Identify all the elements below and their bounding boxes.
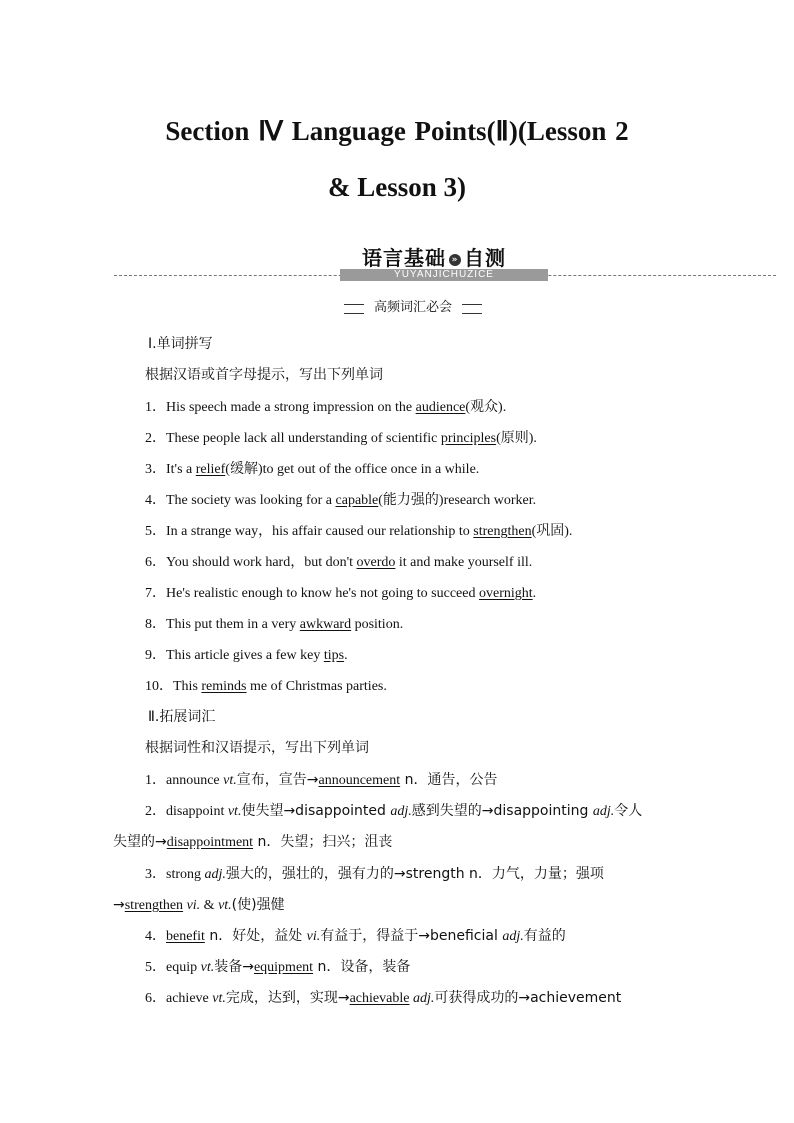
answer: strengthen (124, 898, 184, 913)
title-line-1: Section Ⅳ Language Points(Ⅱ)(Lesson 2 (165, 116, 629, 146)
item-number: 6． (145, 991, 166, 1006)
section2-instruction: 根据词性和汉语提示，写出下列单词 (145, 740, 369, 756)
section2-heading: Ⅱ.拓展词汇 (148, 709, 216, 725)
word: strong (166, 867, 205, 882)
subheading-right-bar (462, 304, 482, 314)
gloss: 可获得成功的→achievement (434, 990, 622, 1006)
section2-item-3-cont (113, 894, 285, 914)
item-number: 8． (145, 617, 166, 632)
section1-item (145, 427, 537, 447)
pos: vt. (218, 898, 232, 913)
pos: adj. (390, 804, 412, 819)
answer: principles (440, 431, 497, 446)
sentence-text: position. (351, 617, 404, 632)
gloss: 有益于，得益于→beneficial (320, 928, 503, 944)
answer: disappointment (166, 835, 254, 850)
gloss: 有益的 (523, 928, 566, 944)
section2-item-2 (145, 800, 642, 820)
sentence-text: . (532, 586, 537, 601)
banner-title-right: 自测 (464, 246, 506, 270)
section1-item (145, 489, 536, 509)
pos: vi. (183, 898, 201, 913)
sentence-text: In a strange way，his affair caused our relationship to (166, 524, 474, 539)
answer: achievable (349, 991, 410, 1006)
section1-item (145, 613, 403, 633)
answer: relief (195, 462, 226, 477)
item-number: 2． (145, 804, 166, 819)
gloss: (使)强健 (231, 897, 285, 913)
pos: vt. (223, 773, 237, 788)
answer: reminds (201, 679, 247, 694)
item-number: 6． (145, 555, 166, 570)
answer: capable (335, 493, 379, 508)
sentence-text: This put them in a very (166, 617, 300, 632)
section2-item-3 (145, 863, 604, 883)
answer: equipment (253, 960, 314, 975)
title-line-2: & Lesson 3) (327, 172, 466, 202)
item-number: 3． (145, 462, 166, 477)
banner-title-left: 语言基础 (362, 246, 446, 270)
double-arrow-icon: » (449, 254, 461, 266)
item-number: 10． (145, 679, 173, 694)
item-number: 2． (145, 431, 166, 446)
pos: adj. (592, 804, 615, 819)
arrow: → (113, 897, 125, 913)
item-number: 1． (145, 400, 166, 415)
subheading-text: 高频词汇必会 (373, 300, 452, 315)
sentence-text: His speech made a strong impression on the (166, 400, 416, 415)
sentence-text: This article gives a few key (166, 648, 324, 663)
answer: awkward (299, 617, 352, 632)
answer: tips (323, 648, 345, 663)
answer: overnight (478, 586, 533, 601)
answer: announcement (318, 773, 401, 788)
gloss: 使失望→disappointed (241, 803, 391, 819)
answer: audience (415, 400, 466, 415)
subheading-left-bar (344, 304, 364, 314)
sentence-text: He's realistic enough to know he's not going to succeed (166, 586, 479, 601)
pos: vt. (212, 991, 226, 1006)
sentence-text: me of Christmas parties. (246, 679, 387, 694)
answer: benefit (166, 929, 205, 944)
gloss: n．力气，力量；强项 (469, 866, 604, 882)
sentence-text: These people lack all understanding of scientific (166, 431, 441, 446)
banner-subtitle: YUYANJICHUZICE (340, 269, 548, 281)
sentence-text: (巩固). (531, 524, 573, 539)
gloss: n．设备，装备 (313, 959, 411, 975)
gloss: 宣布，宣告→ (236, 772, 319, 788)
pos: adj. (204, 867, 226, 882)
gloss: n．失望；扫兴；沮丧 (253, 834, 393, 850)
item-number: 9． (145, 648, 166, 663)
item-number: 1． (145, 773, 166, 788)
gloss: 感到失望的→disappointing (411, 803, 593, 819)
section2-item-4 (145, 925, 566, 945)
section2-item-2-cont (113, 831, 392, 851)
sentence-text: You should work hard，but don't (166, 555, 357, 570)
section1-item (145, 582, 536, 602)
sentence-text: it and make yourself ill. (395, 555, 533, 570)
section1-item (145, 458, 479, 478)
pos: vi. (306, 929, 321, 944)
gloss: 失望的→ (113, 834, 167, 850)
conj: & (203, 898, 219, 913)
pos: adj. (502, 929, 524, 944)
sentence-text: (能力强的)research worker. (378, 493, 537, 508)
word: achieve (166, 991, 213, 1006)
section1-heading: Ⅰ.单词拼写 (148, 336, 213, 352)
sentence-text: (缓解)to get out of the office once in a while. (225, 462, 480, 477)
section1-item (145, 396, 506, 416)
word: equip (166, 960, 201, 975)
item-number: 4． (145, 929, 166, 944)
gloss: 完成，达到，实现→ (225, 990, 350, 1006)
item-number: 5． (145, 960, 166, 975)
answer: strengthen (473, 524, 532, 539)
word: disappoint (166, 804, 228, 819)
subheading (344, 300, 482, 316)
section2-item-6 (145, 987, 621, 1007)
section2-item-5 (145, 956, 410, 976)
sentence-text: . (344, 648, 348, 663)
banner-title (362, 242, 506, 271)
section2-item-1 (145, 769, 497, 789)
section1-item (145, 551, 532, 571)
sentence-text: (观众). (465, 400, 507, 415)
answer: overdo (356, 555, 396, 570)
pos: vt. (200, 960, 215, 975)
sentence-text: (原则). (496, 431, 537, 446)
word: announce (166, 773, 224, 788)
section1-instruction: 根据汉语或首字母提示，写出下列单词 (145, 367, 383, 383)
pos: adj. (409, 991, 435, 1006)
item-number: 3． (145, 867, 166, 882)
gloss: 强大的，强壮的，强有力的→strength (225, 866, 470, 882)
item-number: 4． (145, 493, 166, 508)
pos: vt. (227, 804, 242, 819)
gloss: n．好处，益处 (204, 928, 307, 944)
sentence-text: It's a (166, 462, 196, 477)
section1-item (145, 520, 572, 540)
sentence-text: The society was looking for a (166, 493, 336, 508)
section1-item (145, 675, 387, 695)
gloss: n．通告，公告 (400, 772, 498, 788)
gloss: 装备→ (214, 959, 254, 975)
item-number: 5． (145, 524, 166, 539)
item-number: 7． (145, 586, 166, 601)
gloss: 令人 (614, 803, 643, 819)
sentence-text: This (173, 679, 202, 694)
section1-item (145, 644, 348, 664)
